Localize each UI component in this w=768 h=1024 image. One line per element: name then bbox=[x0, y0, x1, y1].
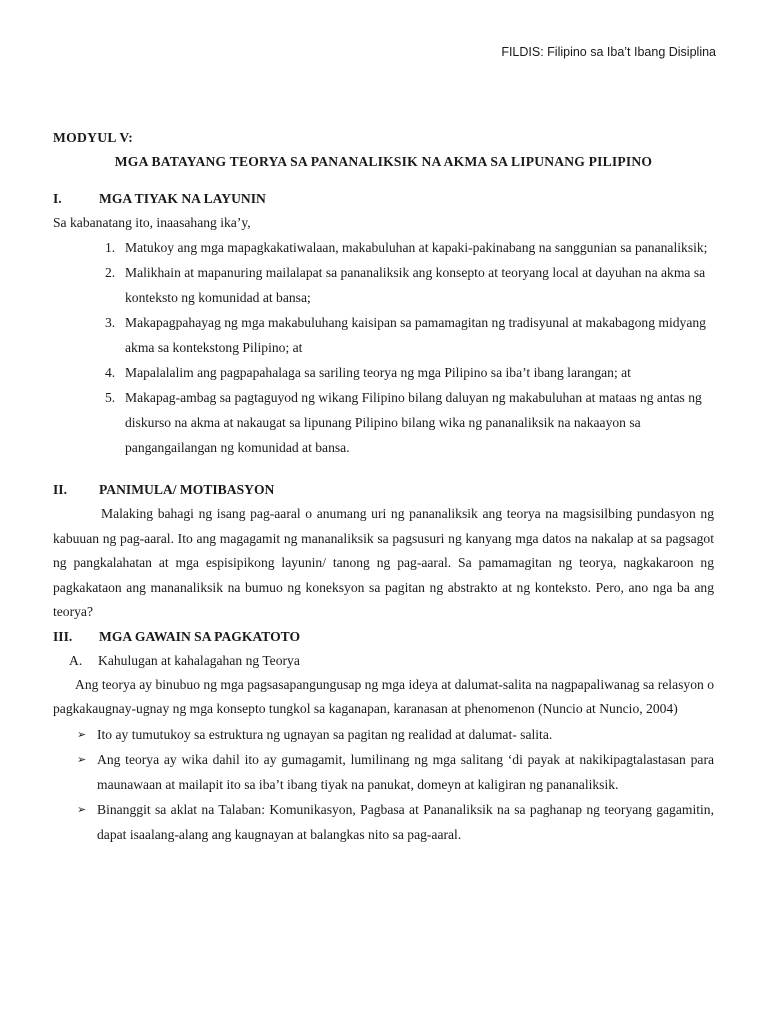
definition-paragraph: Ang teorya ay binubuo ng mga pagsasapangungusap ng mga ideya at dalumat-salita na nagpapaliwanag sa relasyon o pagkakaugnay-ugnay ng mga konsepto tungkol sa kaganapan, karanasan at phenomenon (Nuncio at Nuncio, 2004) bbox=[53, 676, 714, 716]
section-intro: Sa kabanatang ito, inaasahang ika’y, bbox=[53, 215, 251, 230]
section-title: MGA GAWAIN SA PAGKATOTO bbox=[99, 628, 301, 644]
list-item: 5. Makapag-ambag sa pagtaguyod ng wikang Filipino bilang daluyan ng makabuluhan at mataas ng antas ng diskurso na akma at nakaugat sa lipunang Pilipino bilang wika ng pananaliksik na nakaayon sa pangangailangan ng komunidad at bansa. bbox=[105, 390, 702, 455]
section-title: PANIMULA/ MOTIBASYON bbox=[99, 482, 275, 497]
page-header: FILDIS: Filipino sa Iba’t Ibang Disiplina bbox=[501, 45, 716, 59]
document-body bbox=[53, 126, 714, 847]
section-number: III. bbox=[53, 628, 73, 644]
bullet-item: ➢ Binanggit sa aklat na Talaban: Komunikasyon, Pagbasa at Pananaliksik na sa paghanap ng teoryang gagamitin, dapat isaalang-alang ang kaugnayan at balangkas nito sa pag-aaral. bbox=[53, 797, 714, 847]
list-item: 2. Malikhain at mapanuring mailalapat sa pananaliksik ang konsepto at teoryang local at dayuhan na akma sa konteksto ng komunidad at bansa; bbox=[105, 265, 706, 305]
subsection-heading bbox=[53, 649, 714, 673]
list-item: 4. Mapalalalim ang pagpapahalaga sa sariling teorya ng mga Pilipino sa iba’t ibang larangan; at bbox=[105, 365, 631, 380]
objectives-list bbox=[53, 235, 714, 460]
bullet-item: ➢ Ang teorya ay wika dahil ito ay gumagamit, lumilinang ng mga salitang ‘di payak at nakikipagtalastasan para maunawaan at mailapit ito sa iba’t ibang tiyak na panukat, domeyn at kaligiran ng pananaliksik. bbox=[53, 747, 714, 797]
section-heading-2 bbox=[53, 478, 714, 502]
section-heading-1 bbox=[53, 187, 714, 211]
motivation-paragraph: Malaking bahagi ng isang pag-aaral o anumang uri ng pananaliksik ang teorya na magsisilbing pundasyon ng kabuuan ng pag-aaral. Ito ang magagamit ng mananaliksik sa pagsusuri ng kanyang mga datos na nakalap at sa pagsagot ng pangkalahatan at mga espisipikong layunin/ tanong ng pag-aaral. Sa pamamagitan ng teorya, nagkakaroon ng pagkakataon ang mananaliksik na bumuo ng koneksyon sa pagitan ng abstrakto at ng konteksto. Pero, ano nga ba ang teorya? bbox=[53, 506, 714, 619]
subsection-title: Kahulugan at kahalagahan ng Teorya bbox=[98, 652, 300, 668]
module-label: MODYUL V: bbox=[53, 130, 134, 145]
section-heading-3 bbox=[53, 625, 714, 649]
arrow-bullet-icon: ➢ bbox=[77, 802, 87, 816]
section-number: II. bbox=[53, 482, 67, 497]
arrow-bullet-icon: ➢ bbox=[77, 752, 87, 766]
module-title: MGA BATAYANG TEORYA SA PANANALIKSIK NA AKMA SA LIPUNANG PILIPINO bbox=[114, 154, 653, 169]
list-item: 1. Matukoy ang mga mapagkakatiwalaan, makabuluhan at kapaki-pakinabang na sanggunian sa pananaliksik; bbox=[105, 240, 708, 255]
bullet-item: ➢ Ito ay tumutukoy sa estruktura ng ugnayan sa pagitan ng realidad at dalumat- salita. bbox=[53, 722, 714, 747]
subsection-letter: A. bbox=[69, 652, 83, 668]
section-number: I. bbox=[53, 191, 62, 206]
list-item: 3. Makapagpahayag ng mga makabuluhang kaisipan sa pamamagitan ng tradisyunal at makabagong midyang akma sa kontekstong Pilipino; at bbox=[105, 315, 706, 355]
arrow-bullet-icon: ➢ bbox=[77, 727, 87, 741]
section-title: MGA TIYAK NA LAYUNIN bbox=[99, 191, 266, 206]
